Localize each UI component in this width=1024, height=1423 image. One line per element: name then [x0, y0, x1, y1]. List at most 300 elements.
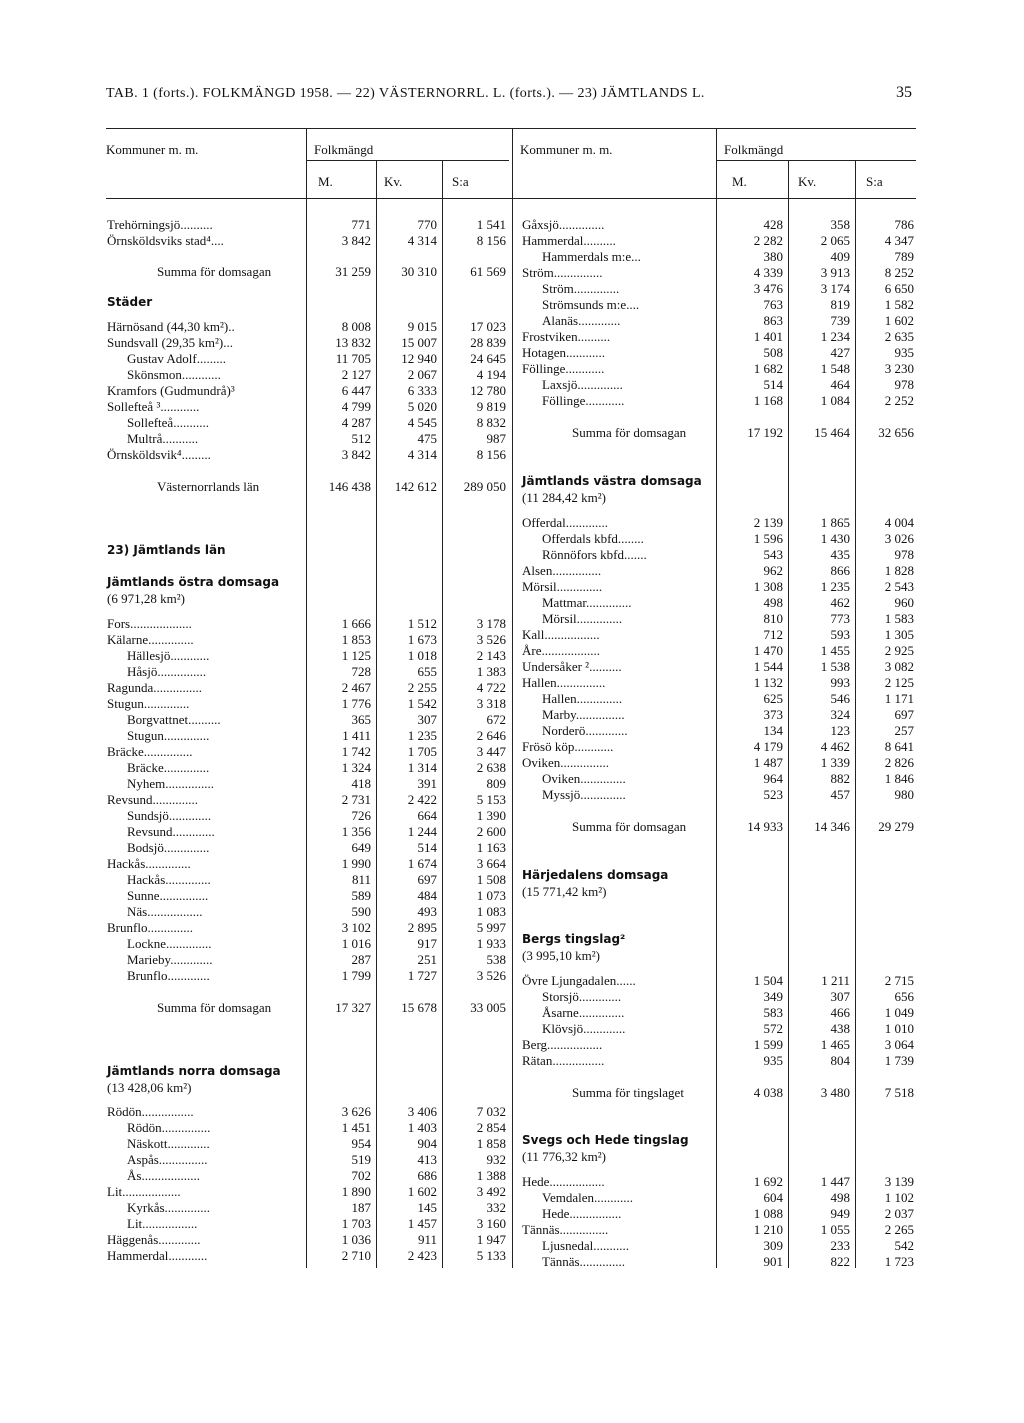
summa-count: 2 600	[476, 824, 506, 839]
men-count: 309	[763, 1238, 783, 1253]
kommun-name: Näskott.............	[127, 1136, 210, 1151]
kommun-name: Offerdals kbfd........	[542, 531, 644, 546]
table-row	[0, 361, 1024, 376]
men-count: 1 776	[341, 696, 371, 711]
table-row	[0, 675, 1024, 690]
section-area: (6 971,28 km²)	[107, 591, 185, 606]
kvinnor-count: 1 512	[407, 616, 437, 631]
kvinnor-count: 1 018	[407, 648, 437, 663]
section-area: (11 284,42 km²)	[522, 490, 606, 505]
summa-count: 289 050	[463, 479, 506, 494]
table-row	[0, 425, 1024, 440]
table-row	[0, 563, 1024, 578]
kvinnor-count: 15 007	[401, 335, 437, 350]
kvinnor-count: 1 455	[820, 643, 850, 658]
summa-count: 1 083	[476, 904, 506, 919]
summa-count: 935	[894, 345, 914, 360]
men-count: 810	[763, 611, 783, 626]
kvinnor-count: 464	[830, 377, 850, 392]
kvinnor-count: 697	[417, 872, 437, 887]
summa-count: 2 635	[884, 329, 914, 344]
men-count: 17 327	[335, 1000, 371, 1015]
kvinnor-count: 1 548	[820, 361, 850, 376]
section-area: (11 776,32 km²)	[522, 1149, 606, 1164]
kommun-name: Ström..............	[542, 281, 620, 296]
table-row	[0, 1206, 1024, 1221]
table-row	[0, 1037, 1024, 1052]
summa-count: 3 492	[476, 1184, 506, 1199]
kommun-name: Aspås...............	[127, 1152, 208, 1167]
men-count: 13 832	[335, 335, 371, 350]
summa-count: 12 780	[470, 383, 506, 398]
kvinnor-count: 1 674	[407, 856, 437, 871]
summa-count: 1 723	[884, 1254, 914, 1269]
summa-count: 2 715	[884, 973, 914, 988]
summa-count: 2 646	[476, 728, 506, 743]
men-count: 1 599	[753, 1037, 783, 1052]
men-count: 1 088	[753, 1206, 783, 1221]
table-row	[0, 627, 1024, 642]
summa-count: 1 171	[884, 691, 914, 706]
kvinnor-count: 466	[830, 1005, 850, 1020]
men-count: 508	[763, 345, 783, 360]
summa-count: 1 947	[476, 1232, 506, 1247]
table-row	[0, 1190, 1024, 1205]
summa-count: 978	[894, 377, 914, 392]
kommun-name: Frostviken..........	[522, 329, 611, 344]
kommuner-header-left: Kommuner m. m.	[106, 142, 199, 157]
kvinnor-count: 655	[417, 664, 437, 679]
men-count: 1 990	[341, 856, 371, 871]
summa-count: 3 139	[884, 1174, 914, 1189]
men-count: 134	[763, 723, 783, 738]
men-count: 604	[763, 1190, 783, 1205]
summa-count: 786	[894, 217, 914, 232]
kommun-name: Lit..................	[107, 1184, 181, 1199]
kvinnor-count: 2 065	[820, 233, 850, 248]
kvinnor-count: 3 406	[407, 1104, 437, 1119]
summa-count: 3 178	[476, 616, 506, 631]
kommun-name: Hammerdal..........	[522, 233, 616, 248]
kvinnor-count: 2 067	[407, 367, 437, 382]
kommun-name: Alsen...............	[522, 563, 602, 578]
kvinnor-count: 409	[830, 249, 850, 264]
summa-count: 8 156	[476, 447, 506, 462]
kvinnor-count: 4 545	[407, 415, 437, 430]
table-row	[0, 920, 1024, 935]
kommun-name: Marieby.............	[127, 952, 213, 967]
kommun-name: Lit.................	[127, 1216, 198, 1231]
kvinnor-count: 1 542	[407, 696, 437, 711]
section-heading: Svegs och Hede tingslag	[522, 1133, 689, 1147]
summa-count: 4 004	[884, 515, 914, 530]
kvinnor-count: 251	[417, 952, 437, 967]
summa-count: 789	[894, 249, 914, 264]
kommun-name: Hammerdals m:e...	[542, 249, 641, 264]
summa-count: 1 102	[884, 1190, 914, 1205]
kvinnor-count: 822	[830, 1254, 850, 1269]
kommun-name: Ås..................	[127, 1168, 200, 1183]
summa-count: 1 383	[476, 664, 506, 679]
kvinnor-count: 1 403	[407, 1120, 437, 1135]
kommun-name: Skönsmon............	[127, 367, 221, 382]
men-count: 428	[763, 217, 783, 232]
kommun-name: Tännäs..............	[542, 1254, 626, 1269]
kommun-name: Näs.................	[127, 904, 203, 919]
men-count: 1 168	[753, 393, 783, 408]
men-count: 712	[763, 627, 783, 642]
kommun-name: Örnsköldsviks stad⁴....	[107, 233, 224, 248]
summa-count: 1 163	[476, 840, 506, 855]
summa-count: 1 073	[476, 888, 506, 903]
summa-count: 980	[894, 787, 914, 802]
table-row	[0, 872, 1024, 887]
kommun-name: Hällesjö............	[127, 648, 210, 663]
men-count: 2 710	[341, 1248, 371, 1263]
kommun-name: Sundsjö.............	[127, 808, 212, 823]
table-row	[0, 904, 1024, 919]
table-row	[0, 1222, 1024, 1237]
table-row	[0, 643, 1024, 658]
kommun-name: Sunne...............	[127, 888, 209, 903]
men-count: 901	[763, 1254, 783, 1269]
summa-count: 1 602	[884, 313, 914, 328]
men-count: 512	[351, 431, 371, 446]
men-count: 31 259	[335, 264, 371, 279]
men-count: 583	[763, 1005, 783, 1020]
kommun-name: Rödön................	[107, 1104, 194, 1119]
kvinnor-count: 2 422	[407, 792, 437, 807]
men-count: 146 438	[328, 479, 371, 494]
table-row	[0, 1136, 1024, 1151]
table-row	[0, 579, 1024, 594]
kommun-name: Kall.................	[522, 627, 600, 642]
running-header: TAB. 1 (forts.). FOLKMÄNGD 1958. — 22) VÄSTERNORRL. L. (forts.). — 23) JÄMTLANDS L.	[106, 86, 705, 101]
kvinnor-count: 1 727	[407, 968, 437, 983]
summa-count: 3 064	[884, 1037, 914, 1052]
summa-count: 8 832	[476, 415, 506, 430]
summa-count: 8 641	[884, 739, 914, 754]
kvinnor-count: 546	[830, 691, 850, 706]
table-row	[0, 265, 1024, 280]
kommun-name: Hede.................	[522, 1174, 605, 1189]
men-count: 1 451	[341, 1120, 371, 1135]
summa-count: 656	[894, 989, 914, 1004]
kommun-name: Brunflo.............	[127, 968, 210, 983]
kommun-name: Storsjö.............	[542, 989, 622, 1004]
summa-count: 1 508	[476, 872, 506, 887]
men-count: 287	[351, 952, 371, 967]
kvinnor-count: 1 055	[820, 1222, 850, 1237]
kommun-name: Hallen...............	[522, 675, 606, 690]
men-count: 1 036	[341, 1232, 371, 1247]
section-heading: Bergs tingslag²	[522, 932, 626, 946]
men-count: 962	[763, 563, 783, 578]
kommun-name: Ström...............	[522, 265, 603, 280]
summa-count: 809	[486, 776, 506, 791]
kvinnor-count: 866	[830, 563, 850, 578]
kommun-name: Oviken...............	[522, 755, 610, 770]
table-row	[0, 233, 1024, 248]
men-count: 187	[351, 1200, 371, 1215]
table-row	[0, 329, 1024, 344]
summa-count: 3 447	[476, 744, 506, 759]
men-count: 964	[763, 771, 783, 786]
kvinnor-count: 307	[830, 989, 850, 1004]
men-count: 349	[763, 989, 783, 1004]
kommun-name: Sundsvall (29,35 km²)...	[107, 335, 233, 350]
kvinnor-count: 391	[417, 776, 437, 791]
kvinnor-count: 949	[830, 1206, 850, 1221]
summa-count: 4 194	[476, 367, 506, 382]
kvinnor-count: 15 464	[814, 425, 850, 440]
section-heading: Jämtlands västra domsaga	[522, 474, 702, 488]
kvinnor-count: 142 612	[394, 479, 437, 494]
men-count: 625	[763, 691, 783, 706]
men-count: 4 799	[341, 399, 371, 414]
kvinnor-count: 358	[830, 217, 850, 232]
kommun-name: Rödön...............	[127, 1120, 211, 1135]
kommun-name: Klövsjö.............	[542, 1021, 626, 1036]
table-row	[0, 707, 1024, 722]
men-count: 1 666	[341, 616, 371, 631]
summa-count: 2 826	[884, 755, 914, 770]
table-row	[0, 345, 1024, 360]
men-count: 543	[763, 547, 783, 562]
kommun-name: Håsjö...............	[127, 664, 207, 679]
summa-count: 7 518	[884, 1085, 914, 1100]
summa-count: 5 153	[476, 792, 506, 807]
men-count: 498	[763, 595, 783, 610]
men-count: 2 139	[753, 515, 783, 530]
men-count: 726	[351, 808, 371, 823]
men-count: 1 487	[753, 755, 783, 770]
summa-count: 5 997	[476, 920, 506, 935]
kommun-name: Bodsjö..............	[127, 840, 210, 855]
summa-count: 257	[894, 723, 914, 738]
kvinnor-count: 514	[417, 840, 437, 855]
table-row	[0, 856, 1024, 871]
table-row	[0, 755, 1024, 770]
kommun-name: Kramfors (Gudmundrå)³	[107, 383, 235, 398]
kommun-name: Summa för domsagan	[572, 425, 687, 440]
men-count: 702	[351, 1168, 371, 1183]
folkmangd-rule-right	[716, 160, 916, 161]
men-count: 763	[763, 297, 783, 312]
kommun-name: Hackås..............	[107, 856, 191, 871]
summa-count: 3 664	[476, 856, 506, 871]
men-count: 1 411	[342, 728, 371, 743]
table-row	[0, 973, 1024, 988]
kvinnor-count: 145	[417, 1200, 437, 1215]
kvinnor-count: 593	[830, 627, 850, 642]
table-row	[0, 281, 1024, 296]
men-count: 954	[351, 1136, 371, 1151]
summa-count: 1 049	[884, 1005, 914, 1020]
men-count: 590	[351, 904, 371, 919]
kvinnor-count: 462	[830, 595, 850, 610]
kvinnor-count: 123	[830, 723, 850, 738]
kommun-name: Ragunda...............	[107, 680, 202, 695]
sa-header-right: S:a	[866, 174, 883, 189]
kommun-name: Tännäs...............	[522, 1222, 609, 1237]
summa-count: 2 854	[476, 1120, 506, 1135]
kvinnor-count: 4 462	[820, 739, 850, 754]
kvinnor-count: 1 211	[821, 973, 850, 988]
kommun-name: Borgvattnet..........	[127, 712, 221, 727]
summa-count: 6 650	[884, 281, 914, 296]
header-bottom-rule	[106, 198, 916, 199]
summa-count: 2 265	[884, 1222, 914, 1237]
summa-count: 32 656	[878, 425, 914, 440]
kommun-name: Härnösand (44,30 km²)..	[107, 319, 235, 334]
kommuner-header-right: Kommuner m. m.	[520, 142, 613, 157]
kvinnor-count: 2 423	[407, 1248, 437, 1263]
section-heading: Jämtlands östra domsaga	[107, 575, 280, 589]
page-number: 35	[896, 84, 912, 101]
table-row	[0, 531, 1024, 546]
table-row	[0, 989, 1024, 1004]
kv-header-right: Kv.	[798, 174, 817, 189]
table-row	[0, 1053, 1024, 1068]
men-count: 2 467	[341, 680, 371, 695]
men-count: 1 308	[753, 579, 783, 594]
summa-count: 33 005	[470, 1000, 506, 1015]
summa-count: 1 739	[884, 1053, 914, 1068]
kvinnor-count: 1 430	[820, 531, 850, 546]
men-count: 1 682	[753, 361, 783, 376]
kvinnor-count: 739	[830, 313, 850, 328]
kvinnor-count: 882	[830, 771, 850, 786]
kommun-name: Lockne..............	[127, 936, 212, 951]
summa-count: 4 347	[884, 233, 914, 248]
men-count: 1 132	[753, 675, 783, 690]
men-count: 1 742	[341, 744, 371, 759]
kvinnor-count: 917	[417, 936, 437, 951]
kommun-name: Hede................	[542, 1206, 622, 1221]
table-row	[0, 739, 1024, 754]
summa-count: 29 279	[878, 819, 914, 834]
folkmangd-header-left: Folkmängd	[314, 142, 374, 157]
table-row	[0, 217, 1024, 232]
summa-count: 8 252	[884, 265, 914, 280]
summa-count: 3 318	[476, 696, 506, 711]
summa-count: 2 037	[884, 1206, 914, 1221]
m-header-right: M.	[732, 174, 747, 189]
kommun-name: Multrå...........	[127, 431, 199, 446]
kommun-name: Bräcke...............	[107, 744, 193, 759]
men-count: 373	[763, 707, 783, 722]
kvinnor-count: 1 538	[820, 659, 850, 674]
kommun-name: Mattmar..............	[542, 595, 632, 610]
kommun-name: Fors...................	[107, 616, 192, 631]
summa-count: 1 388	[476, 1168, 506, 1183]
table-row	[0, 787, 1024, 802]
kvinnor-count: 5 020	[407, 399, 437, 414]
kommun-name: Undersåker ²..........	[522, 659, 622, 674]
kommun-name: Åsarne..............	[542, 1005, 625, 1020]
section-heading: Städer	[107, 295, 153, 309]
table-row	[0, 377, 1024, 392]
summa-count: 28 839	[470, 335, 506, 350]
kommun-name: Summa för tingslaget	[572, 1085, 684, 1100]
kommun-name: Sollefteå...........	[127, 415, 209, 430]
kv-header-left: Kv.	[384, 174, 403, 189]
kommun-name: Frösö köp............	[522, 739, 614, 754]
kommun-name: Övre Ljungadalen......	[522, 973, 636, 988]
summa-count: 2 252	[884, 393, 914, 408]
summa-count: 4 722	[476, 680, 506, 695]
kvinnor-count: 1 602	[407, 1184, 437, 1199]
kvinnor-count: 1 235	[820, 579, 850, 594]
summa-count: 61 569	[470, 264, 506, 279]
men-count: 1 016	[341, 936, 371, 951]
section-area: (3 995,10 km²)	[522, 948, 600, 963]
kommun-name: Hammerdal............	[107, 1248, 208, 1263]
kommun-name: Stugun..............	[127, 728, 210, 743]
kvinnor-count: 3 174	[820, 281, 850, 296]
kvinnor-count: 438	[830, 1021, 850, 1036]
table-top-rule	[106, 128, 916, 129]
kvinnor-count: 773	[830, 611, 850, 626]
section-area: (15 771,42 km²)	[522, 884, 607, 899]
kvinnor-count: 1 339	[820, 755, 850, 770]
men-count: 863	[763, 313, 783, 328]
kvinnor-count: 686	[417, 1168, 437, 1183]
kommun-name: Häggenås.............	[107, 1232, 201, 1247]
men-count: 1 356	[341, 824, 371, 839]
table-row	[0, 1152, 1024, 1167]
table-row	[0, 447, 1024, 462]
section-heading: Härjedalens domsaga	[522, 868, 669, 882]
men-count: 4 179	[753, 739, 783, 754]
summa-count: 1 858	[476, 1136, 506, 1151]
men-count: 6 447	[341, 383, 371, 398]
kvinnor-count: 12 940	[401, 351, 437, 366]
kvinnor-count: 1 314	[407, 760, 437, 775]
summa-count: 987	[486, 431, 506, 446]
summa-count: 2 925	[884, 643, 914, 658]
kvinnor-count: 498	[830, 1190, 850, 1205]
kvinnor-count: 911	[417, 1232, 437, 1247]
men-count: 4 038	[753, 1085, 783, 1100]
summa-count: 1 305	[884, 627, 914, 642]
kvinnor-count: 904	[417, 1136, 437, 1151]
kvinnor-count: 1 447	[820, 1174, 850, 1189]
kommun-name: Mörsil..............	[542, 611, 623, 626]
kommun-name: Summa för domsagan	[572, 819, 687, 834]
kvinnor-count: 457	[830, 787, 850, 802]
table-row	[0, 691, 1024, 706]
table-row	[0, 771, 1024, 786]
summa-count: 17 023	[470, 319, 506, 334]
summa-count: 9 819	[476, 399, 506, 414]
men-count: 4 287	[341, 415, 371, 430]
kvinnor-count: 2 255	[407, 680, 437, 695]
kommun-name: Rätan................	[522, 1053, 605, 1068]
table-row	[0, 595, 1024, 610]
table-row	[0, 1021, 1024, 1036]
men-count: 1 470	[753, 643, 783, 658]
summa-count: 3 026	[884, 531, 914, 546]
men-count: 1 596	[753, 531, 783, 546]
kvinnor-count: 413	[417, 1152, 437, 1167]
kommun-name: Alanäs.............	[542, 313, 621, 328]
kvinnor-count: 1 457	[407, 1216, 437, 1231]
kvinnor-count: 1 673	[407, 632, 437, 647]
table-row	[0, 547, 1024, 562]
kommun-name: Västernorrlands län	[157, 479, 260, 494]
